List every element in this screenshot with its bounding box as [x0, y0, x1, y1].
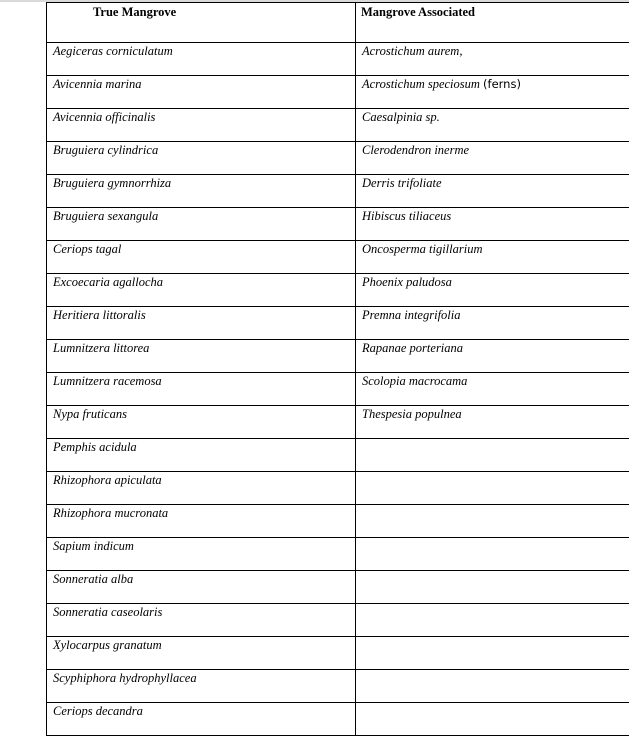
true-mangrove-species: Excoecaria agallocha: [53, 275, 163, 289]
mangrove-associated-cell: [356, 505, 629, 538]
mangrove-associated-cell: [356, 109, 629, 142]
table-row: [47, 703, 629, 736]
mangrove-species-table: [46, 2, 629, 736]
table-row: [47, 307, 629, 340]
true-mangrove-species: Scyphiphora hydrophyllacea: [53, 671, 197, 685]
mangrove-associated-cell: [356, 538, 629, 571]
true-mangrove-cell: [47, 175, 356, 208]
mangrove-associated-cell: [356, 142, 629, 175]
mangrove-associated-cell: [356, 43, 629, 76]
table-row: [47, 340, 629, 373]
true-mangrove-cell: [47, 637, 356, 670]
true-mangrove-cell: [47, 703, 356, 736]
mangrove-associated-cell: [356, 340, 629, 373]
table-row: [47, 604, 629, 637]
true-mangrove-cell: [47, 472, 356, 505]
mangrove-associated-cell: [356, 76, 629, 109]
true-mangrove-cell: [47, 307, 356, 340]
true-mangrove-cell: [47, 505, 356, 538]
header-mangrove-associated: Mangrove Associated: [356, 3, 629, 43]
associated-species: Hibiscus tiliaceus: [362, 209, 451, 223]
true-mangrove-cell: [47, 76, 356, 109]
true-mangrove-cell: [47, 670, 356, 703]
true-mangrove-cell: [47, 406, 356, 439]
mangrove-associated-cell: [356, 637, 629, 670]
true-mangrove-cell: [47, 439, 356, 472]
true-mangrove-cell: [47, 241, 356, 274]
associated-species: Rapanae porteriana: [362, 341, 463, 355]
table-row: [47, 43, 629, 76]
mangrove-associated-cell: [356, 274, 629, 307]
true-mangrove-species: Nypa fruticans: [53, 407, 127, 421]
true-mangrove-species: Xylocarpus granatum: [53, 638, 162, 652]
true-mangrove-species: Pemphis acidula: [53, 440, 137, 454]
true-mangrove-species: Sonneratia alba: [53, 572, 133, 586]
associated-species: Scolopia macrocama: [362, 374, 467, 388]
associated-species: Thespesia populnea: [362, 407, 462, 421]
true-mangrove-species: Bruguiera cylindrica: [53, 143, 158, 157]
table-row: [47, 274, 629, 307]
mangrove-associated-cell: [356, 439, 629, 472]
true-mangrove-species: Sapium indicum: [53, 539, 134, 553]
table-row: [47, 241, 629, 274]
table-header-row: [47, 3, 629, 43]
true-mangrove-species: Heritiera littoralis: [53, 308, 146, 322]
true-mangrove-cell: [47, 538, 356, 571]
true-mangrove-species: Rhizophora mucronata: [53, 506, 168, 520]
true-mangrove-species: Sonneratia caseolaris: [53, 605, 162, 619]
mangrove-associated-cell: [356, 703, 629, 736]
true-mangrove-cell: [47, 604, 356, 637]
true-mangrove-species: Ceriops tagal: [53, 242, 121, 256]
true-mangrove-cell: [47, 274, 356, 307]
associated-species: Phoenix paludosa: [362, 275, 452, 289]
associated-species: Acrostichum speciosum: [362, 77, 480, 91]
table-row: [47, 175, 629, 208]
table-row: [47, 505, 629, 538]
table-row: [47, 538, 629, 571]
table-row: [47, 142, 629, 175]
table-row: [47, 637, 629, 670]
header-true-mangrove: True Mangrove: [47, 3, 356, 43]
mangrove-associated-cell: [356, 241, 629, 274]
mangrove-associated-cell: [356, 373, 629, 406]
table-row: [47, 406, 629, 439]
true-mangrove-species: Avicennia marina: [53, 77, 142, 91]
true-mangrove-species: Lumnitzera littorea: [53, 341, 149, 355]
mangrove-associated-cell: [356, 670, 629, 703]
mangrove-associated-cell: [356, 571, 629, 604]
mangrove-associated-cell: [356, 472, 629, 505]
true-mangrove-cell: [47, 109, 356, 142]
true-mangrove-cell: [47, 373, 356, 406]
associated-species: Oncosperma tigillarium: [362, 242, 482, 256]
table-row: [47, 109, 629, 142]
true-mangrove-cell: [47, 571, 356, 604]
associated-species: Derris trifoliate: [362, 176, 442, 190]
true-mangrove-species: Ceriops decandra: [53, 704, 143, 718]
true-mangrove-cell: [47, 208, 356, 241]
mangrove-associated-cell: [356, 406, 629, 439]
true-mangrove-species: Rhizophora apiculata: [53, 473, 162, 487]
table-row: [47, 76, 629, 109]
true-mangrove-species: Aegiceras corniculatum: [53, 44, 173, 58]
table-row: [47, 373, 629, 406]
true-mangrove-cell: [47, 43, 356, 76]
associated-species: Clerodendron inerme: [362, 143, 469, 157]
true-mangrove-species: Avicennia officinalis: [53, 110, 155, 124]
mangrove-associated-cell: [356, 208, 629, 241]
table-row: [47, 472, 629, 505]
true-mangrove-cell: [47, 142, 356, 175]
mangrove-associated-cell: [356, 175, 629, 208]
true-mangrove-species: Lumnitzera racemosa: [53, 374, 162, 388]
table-body: [47, 43, 629, 736]
mangrove-associated-cell: [356, 307, 629, 340]
true-mangrove-species: Bruguiera sexangula: [53, 209, 158, 223]
true-mangrove-species: Bruguiera gymnorrhiza: [53, 176, 171, 190]
true-mangrove-cell: [47, 340, 356, 373]
table-row: [47, 670, 629, 703]
associated-species: Caesalpinia sp.: [362, 110, 440, 124]
mangrove-associated-cell: [356, 604, 629, 637]
species-note: (ferns): [483, 77, 521, 91]
table-row: [47, 571, 629, 604]
associated-species: Acrostichum aurem,: [362, 44, 462, 58]
table-row: [47, 208, 629, 241]
associated-species: Premna integrifolia: [362, 308, 461, 322]
table-row: [47, 439, 629, 472]
